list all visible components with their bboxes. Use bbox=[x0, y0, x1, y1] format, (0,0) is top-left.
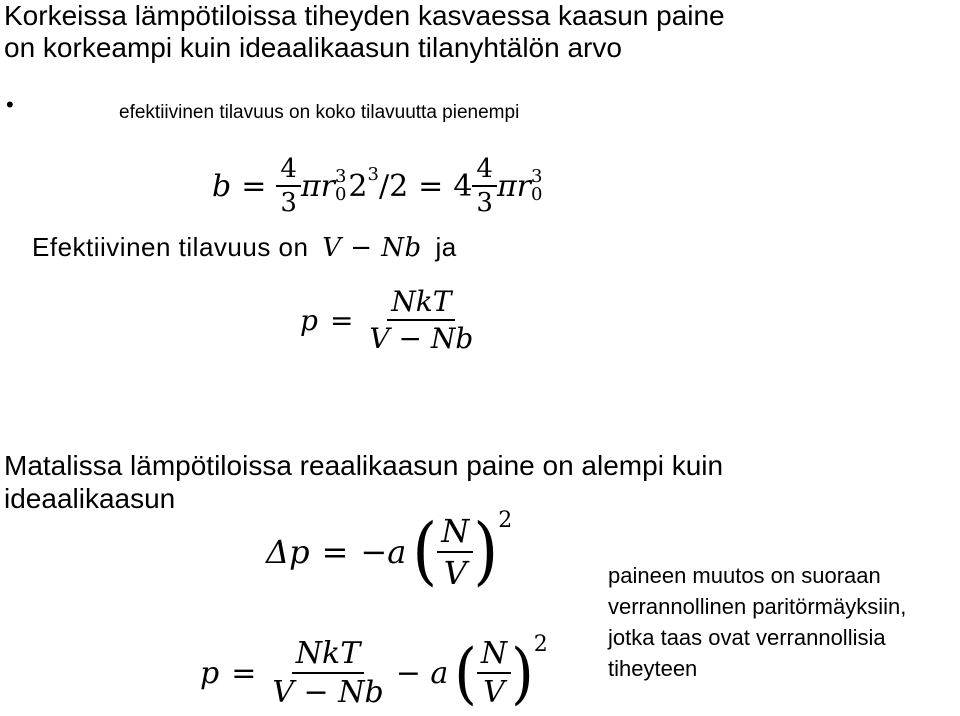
formula-dp-neg-a: −a bbox=[360, 533, 407, 571]
effective-expr: V − Nb bbox=[322, 233, 422, 263]
formula-delta-p bbox=[266, 506, 512, 598]
bullet-text: efektiivinen tilavuus on koko tilavuutta pienempi bbox=[119, 102, 520, 123]
formula-b bbox=[212, 150, 542, 222]
formula-b-frac2 bbox=[472, 154, 497, 218]
formula-p2 bbox=[200, 630, 548, 716]
formula-dp-rparen: ) bbox=[473, 509, 499, 595]
formula-b-exp1: 3 bbox=[334, 166, 347, 187]
formula-dp-lparen: ( bbox=[412, 509, 438, 595]
formula-dp-den: V bbox=[443, 554, 467, 592]
formula-b-exp3: 3 bbox=[531, 166, 543, 187]
formula-b-frac1 bbox=[276, 154, 301, 218]
formula-p2-rparen: ) bbox=[511, 633, 534, 713]
formula-p2-num: NkT bbox=[292, 636, 364, 674]
formula-b-sub1: 0 bbox=[334, 184, 347, 205]
formula-p2-num2: N bbox=[477, 636, 511, 674]
formula-dp-num: N bbox=[437, 512, 473, 553]
formula-p2-den2: V bbox=[483, 675, 505, 710]
formula-p2-minus-a: − a bbox=[395, 655, 449, 691]
formula-p1-eq: = bbox=[329, 303, 354, 337]
side-note-line-4: tiheyteen bbox=[608, 656, 698, 681]
formula-b-pir2: πr bbox=[496, 168, 532, 204]
formula-b-supsub2 bbox=[531, 168, 542, 204]
formula-p2-lparen: ( bbox=[454, 633, 477, 713]
side-note-line-1: paineen muutos on suoraan bbox=[608, 563, 881, 588]
formula-b-two: 2 bbox=[348, 168, 368, 204]
formula-b-frac2-den: 3 bbox=[476, 188, 493, 218]
formula-b-exp2: 3 bbox=[367, 163, 379, 185]
formula-b-pir: πr bbox=[300, 168, 335, 204]
formula-b-sub2: 0 bbox=[531, 184, 543, 205]
heading-line-2: on korkeampi kuin ideaalikaasun tilanyhtälön arvo bbox=[4, 32, 622, 63]
effective-prefix: Efektiivinen tilavuus on bbox=[32, 232, 309, 262]
formula-p1-frac bbox=[365, 285, 477, 355]
effective-volume-text bbox=[32, 232, 457, 263]
formula-dp-exp: 2 bbox=[498, 508, 513, 533]
formula-b-four: 4 bbox=[453, 168, 473, 204]
low-temp-line-2: ideaalikaasun bbox=[4, 483, 176, 514]
formula-p2-den: V − Nb bbox=[272, 675, 384, 710]
formula-dp-frac bbox=[437, 512, 473, 592]
formula-p1 bbox=[300, 282, 477, 358]
low-temp-line-1: Matalissa lämpötiloissa reaalikaasun paine on alempi kuin bbox=[4, 450, 724, 481]
formula-p1-lhs: p bbox=[300, 303, 318, 337]
formula-b-slash-two: /2 bbox=[378, 168, 409, 204]
formula-b-frac2-num: 4 bbox=[472, 154, 497, 187]
effective-suffix: ja bbox=[435, 232, 457, 262]
side-note-line-2: verrannollinen paritörmäyksiin, bbox=[608, 594, 907, 619]
formula-b-eq2: = bbox=[418, 168, 444, 204]
formula-p2-lhs: p bbox=[200, 655, 220, 691]
heading-line-1: Korkeissa lämpötiloissa tiheyden kasvaessa kaasun paine bbox=[4, 0, 725, 31]
formula-b-frac1-num: 4 bbox=[276, 154, 301, 187]
formula-p2-eq: = bbox=[231, 655, 257, 691]
formula-dp-lhs: Δp bbox=[266, 533, 310, 571]
formula-p1-num: NkT bbox=[387, 285, 455, 321]
formula-p2-frac2 bbox=[477, 636, 511, 710]
formula-p1-den: V − Nb bbox=[369, 322, 474, 355]
formula-b-lhs: b bbox=[212, 168, 232, 204]
bullet-icon: • bbox=[6, 92, 14, 117]
formula-b-frac1-den: 3 bbox=[280, 188, 297, 218]
formula-b-eq: = bbox=[241, 168, 267, 204]
formula-dp-eq: = bbox=[321, 533, 349, 571]
side-note-line-3: jotka taas ovat verrannollisia bbox=[608, 625, 886, 650]
formula-b-supsub1 bbox=[335, 168, 346, 204]
formula-p2-frac bbox=[268, 636, 387, 710]
formula-p2-exp: 2 bbox=[533, 632, 548, 657]
